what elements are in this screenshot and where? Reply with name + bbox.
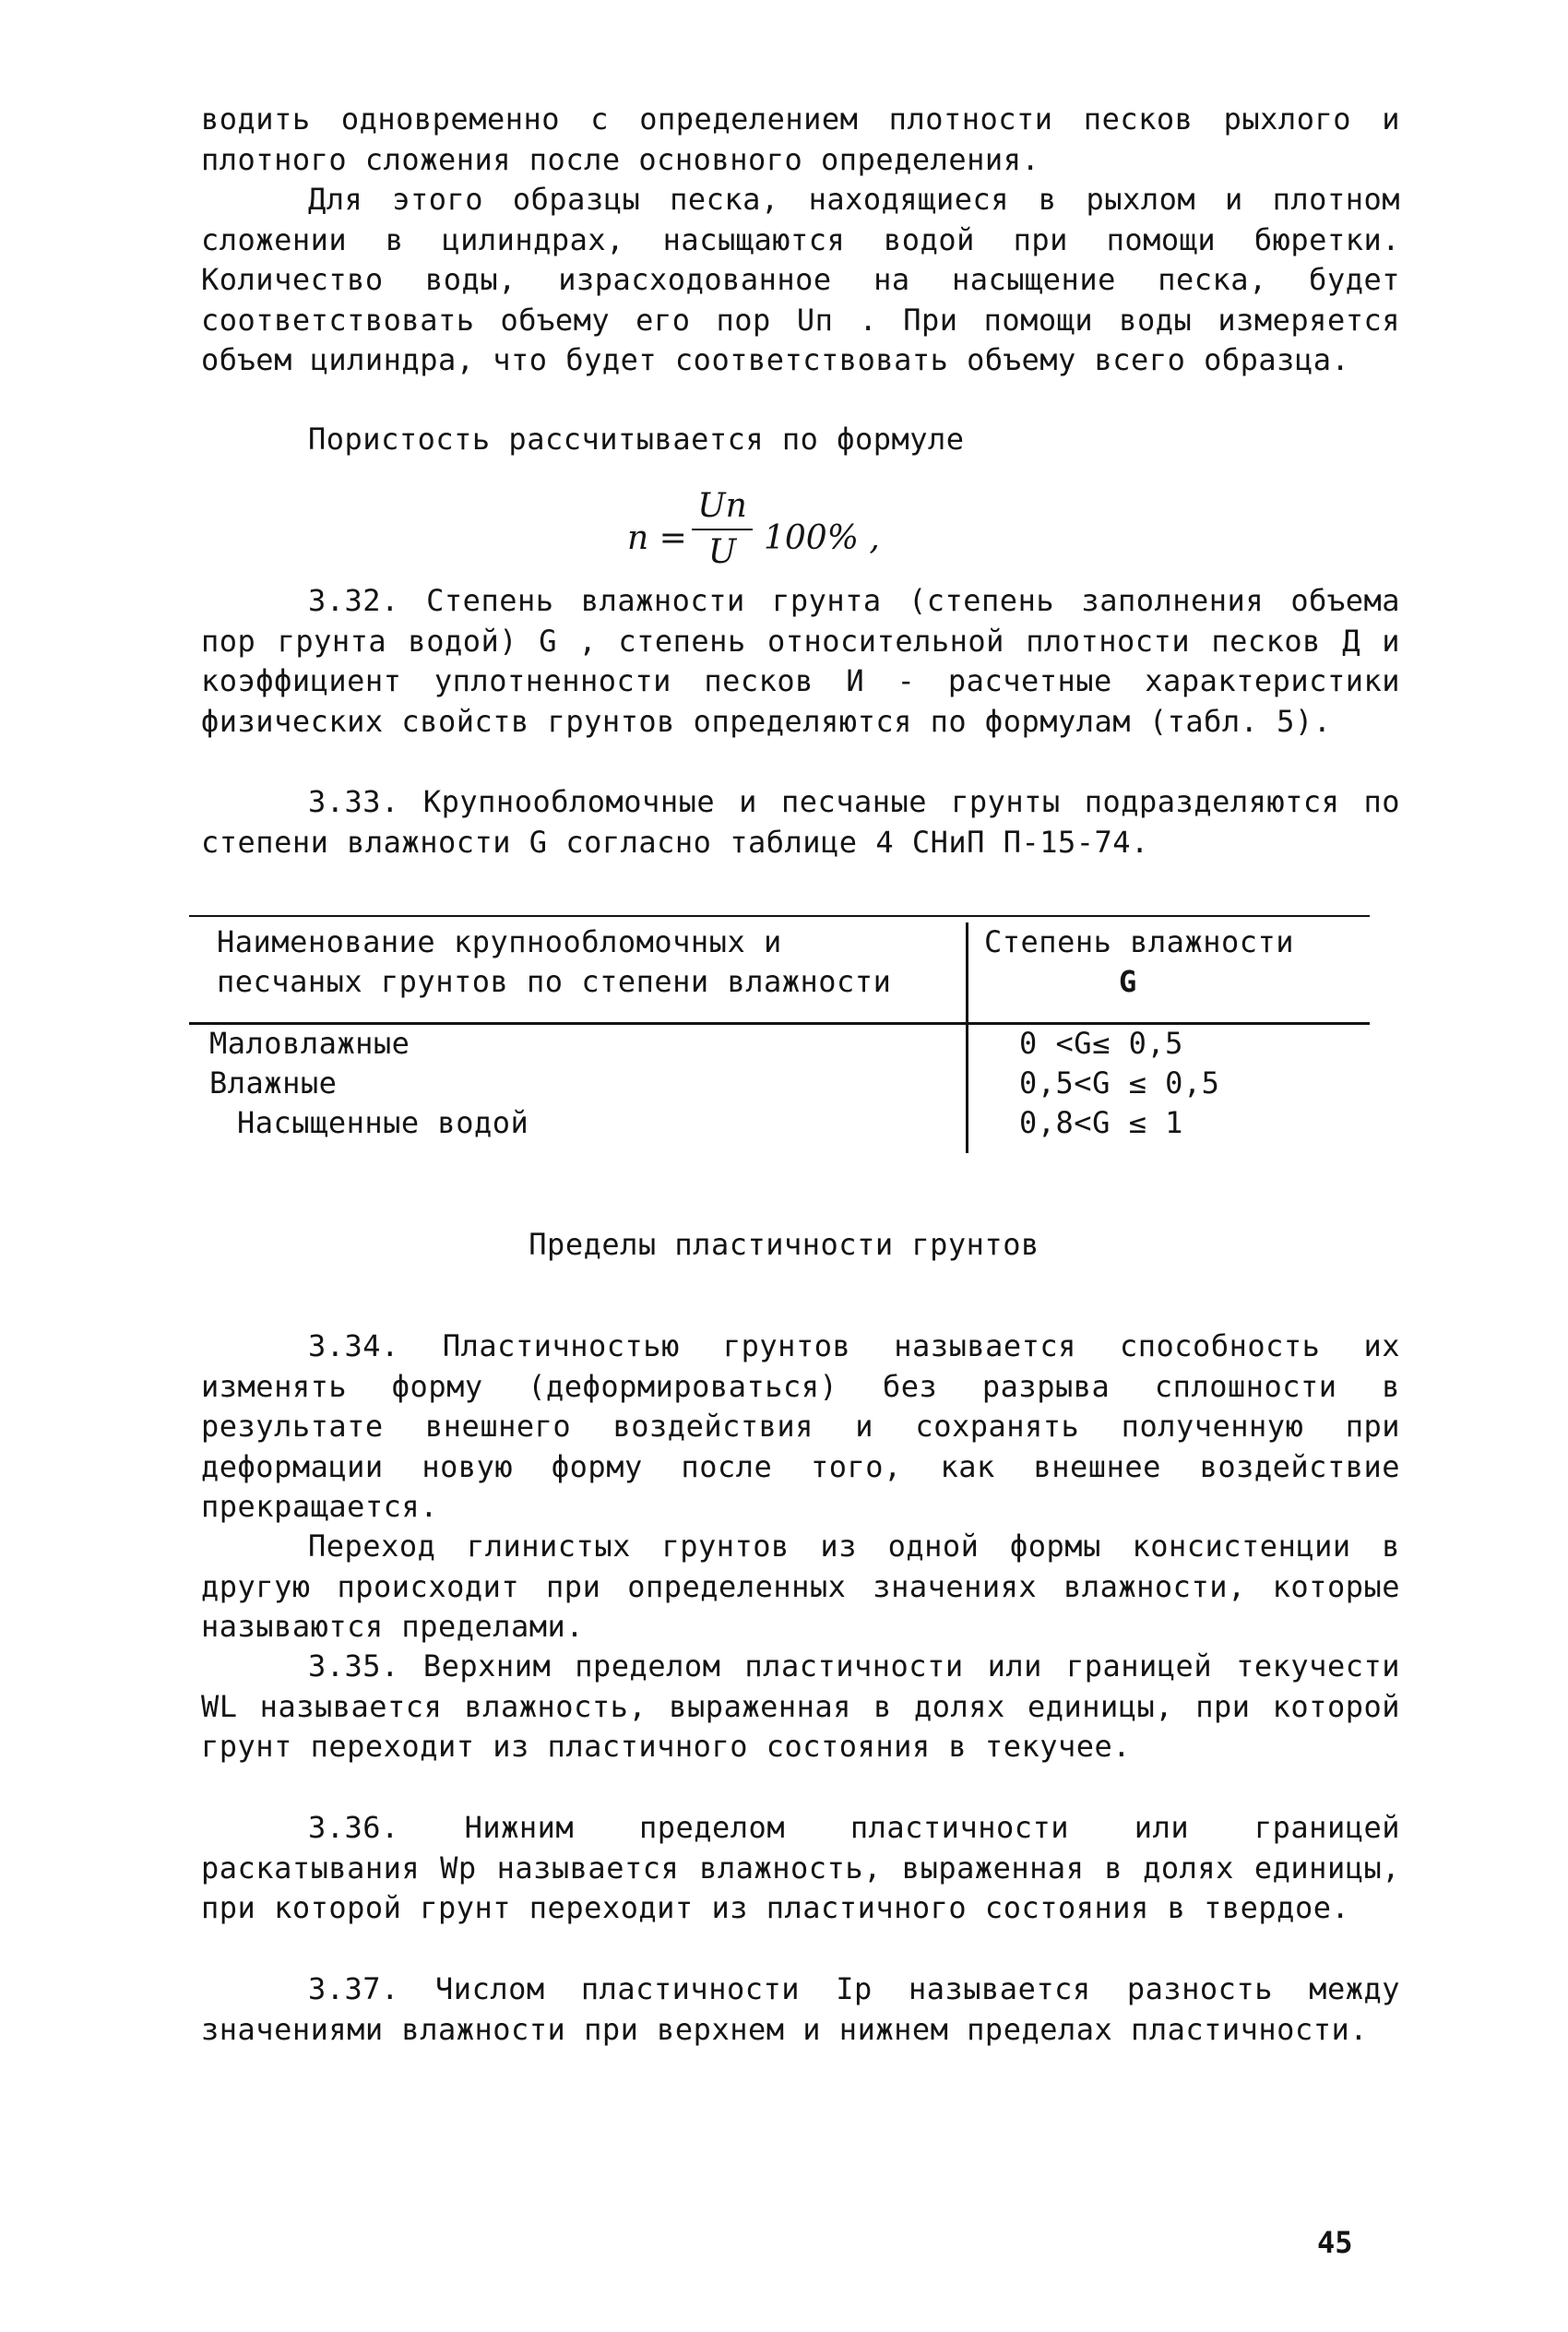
paragraph-sample-saturation: Для этого образцы песка, находящиеся в рыхлом и плотном сложении в цилиндрах, насыщаются водой при помощи бюретки. Количество воды, израсходованное на насыщение песка, будет соответствовать объему его пор Uп . При помощи воды измеряется объем цилиндра, что будет соответствовать объему всего образца. (201, 182, 1400, 377)
table-top-rule (189, 915, 1370, 917)
table-header-degree-line1: Степень влажности (984, 924, 1295, 959)
section-heading: Пределы пластичности грунтов (529, 1227, 1039, 1262)
table-cell-name: Насыщенные водой (237, 1105, 529, 1140)
paragraph-3-34: 3.34. Пластичностью грунтов называется способность их изменять форму (деформироваться) без разрыва сплошности в результате внешнего воздействия и сохранять полученную при деформации новую форму после того, как внешнее воздействие прекращается. (201, 1328, 1400, 1524)
table-header-degree-symbol: G (1119, 964, 1137, 999)
table-column-divider (966, 922, 968, 1153)
table-cell-name: Влажные (209, 1065, 338, 1101)
table-cell-value: 0,5<G ≤ 0,5 (1019, 1065, 1220, 1101)
formula-rhs: 100% , (764, 519, 880, 557)
paragraph-porosity-intro: Пористость рассчитывается по формуле (308, 422, 965, 457)
table-header-name-line2: песчаных грунтов по степени влажности (217, 964, 892, 999)
paragraph-3-33: 3.33. Крупнообломочные и песчаные грунты подразделяются по степени влажности G согласно таблице 4 СНиП П-15-74. (201, 784, 1400, 860)
formula-denominator: U (707, 533, 737, 571)
formula-fraction (692, 484, 753, 575)
formula-lhs: n = (627, 519, 687, 557)
table-header-name-line1: Наименование крупнообломочных и (217, 924, 782, 959)
paragraph-3-32: 3.32. Степень влажности грунта (степень заполнения объема пор грунта водой) G , степень относительной плотности песков Д и коэффициент уплотненности песков И - расчетные характеристики физических свойств грунтов определяются по формулам (табл. 5). (201, 583, 1400, 739)
paragraph-3-36: 3.36. Нижним пределом пластичности или границей раскатывания Wp называется влажность, выраженная в долях единицы, при которой грунт переходит из пластичного состояния в твердое. (201, 1810, 1400, 1925)
paragraph-consistency: Переход глинистых грунтов из одной формы консистенции в другую происходит при определенных значениях влажности, которые называются пределами. (201, 1529, 1400, 1644)
paragraph-3-37: 3.37. Числом пластичности Iр называется разность между значениями влажности при верхнем и нижнем пределах пластичности. (201, 1971, 1400, 2047)
table-header-rule (189, 1022, 1370, 1025)
paragraph-continuation: водить одновременно с определением плотности песков рыхлого и плотного сложения после основного определения. (201, 101, 1400, 177)
paragraph-3-35: 3.35. Верхним пределом пластичности или границей текучести WL называется влажность, выраженная в долях единицы, при которой грунт переходит из пластичного состояния в текучее. (201, 1648, 1400, 1764)
table-cell-value: 0,8<G ≤ 1 (1019, 1105, 1183, 1140)
page-number: 45 (1317, 2225, 1353, 2260)
moisture-table (189, 915, 1370, 1164)
formula-numerator: Un (692, 484, 753, 530)
table-cell-value: 0 <G≤ 0,5 (1019, 1026, 1183, 1061)
table-cell-name: Маловлажные (209, 1026, 410, 1061)
